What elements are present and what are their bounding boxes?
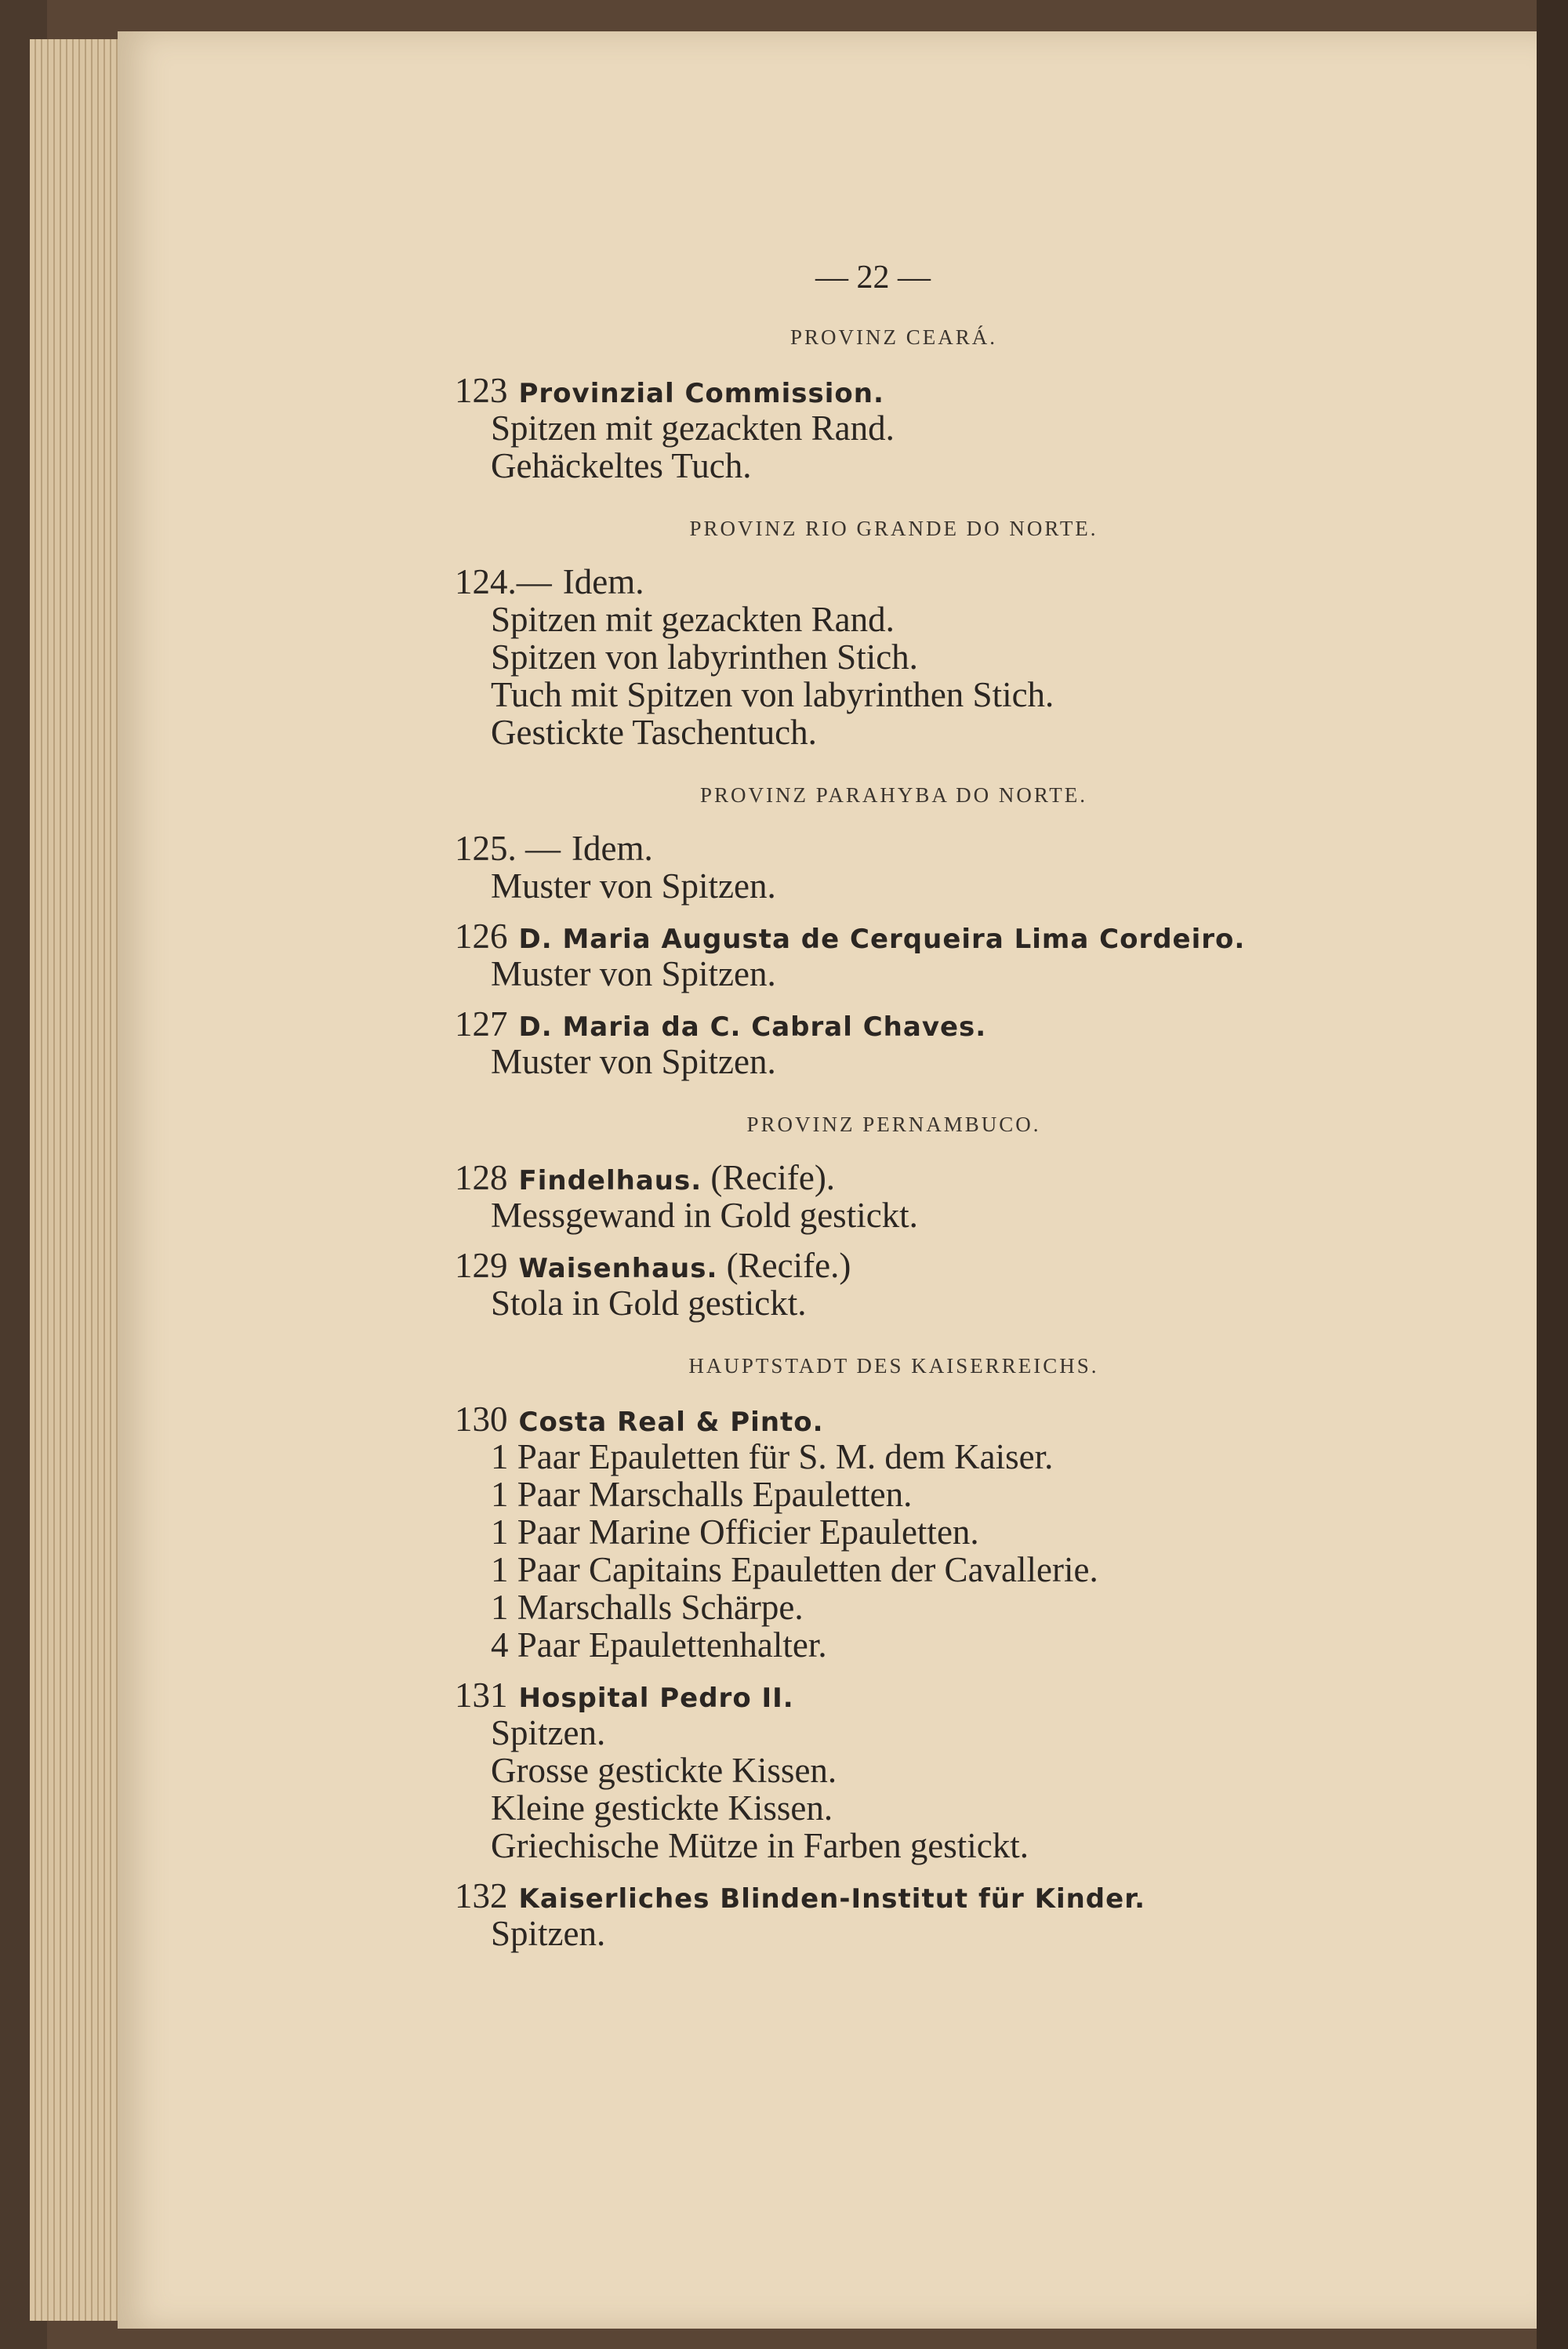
facing-page-edge bbox=[1537, 0, 1568, 2349]
entry-header bbox=[455, 830, 1239, 867]
entry-number: 123 bbox=[455, 371, 508, 410]
entry-item: Muster von Spitzen. bbox=[491, 954, 776, 993]
section-heading: PROVINZ RIO GRANDE DO NORTE. bbox=[689, 517, 1098, 540]
catalog-entry bbox=[455, 1159, 1239, 1234]
exhibitor-name: Costa Real & Pinto. bbox=[518, 1407, 824, 1438]
exhibitor-name: Waisenhaus. bbox=[518, 1253, 718, 1284]
entry-item: Spitzen. bbox=[491, 1914, 606, 1953]
entry-header bbox=[455, 1400, 1239, 1438]
exhibitor-name: Findelhaus. bbox=[518, 1165, 702, 1196]
catalog-entry bbox=[455, 1676, 1239, 1864]
exhibitor-name: Provinzial Commission. bbox=[518, 378, 884, 409]
entry-item: Griechische Mütze in Farben gestickt. bbox=[491, 1826, 1029, 1865]
entry-item: 4 Paar Epaulettenhalter. bbox=[491, 1625, 827, 1665]
entry-item: Spitzen mit gezackten Rand. bbox=[491, 600, 895, 639]
entry-item: 1 Paar Capitains Epauletten der Cavallerie. bbox=[491, 1550, 1098, 1589]
section-heading: PROVINZ PERNAMBUCO. bbox=[746, 1113, 1041, 1136]
entry-number: 124.— bbox=[455, 562, 552, 601]
section-heading: HAUPTSTADT DES KAISERREICHS. bbox=[688, 1354, 1099, 1378]
entry-item: Muster von Spitzen. bbox=[491, 1042, 776, 1081]
entry-item: Muster von Spitzen. bbox=[491, 866, 776, 906]
entry-number: 131 bbox=[455, 1676, 508, 1715]
entry-header bbox=[455, 563, 1239, 601]
exhibitor-name: D. Maria Augusta de Cerqueira Lima Cordeiro. bbox=[518, 924, 1246, 955]
catalog-content bbox=[455, 320, 1246, 1965]
entry-number: 126 bbox=[455, 917, 508, 956]
catalog-entry bbox=[455, 917, 1246, 993]
entry-number: 129 bbox=[455, 1246, 508, 1285]
exhibitor-name: Kaiserliches Blinden-Institut für Kinder. bbox=[518, 1883, 1146, 1915]
entry-item: Spitzen mit gezackten Rand. bbox=[491, 408, 895, 448]
entry-item: 1 Paar Epauletten für S. M. dem Kaiser. bbox=[491, 1437, 1054, 1476]
entry-suffix: Idem. bbox=[572, 829, 653, 868]
entry-item: Tuch mit Spitzen von labyrinthen Stich. bbox=[491, 675, 1054, 714]
entry-item: 1 Marschalls Schärpe. bbox=[491, 1588, 804, 1627]
entry-item: Gehäckeltes Tuch. bbox=[491, 446, 752, 485]
catalog-entry bbox=[455, 830, 1239, 905]
catalog-entry bbox=[455, 563, 1239, 751]
entry-header bbox=[455, 372, 1239, 409]
section-heading: PROVINZ PARAHYBA DO NORTE. bbox=[700, 783, 1087, 807]
entry-number: 132 bbox=[455, 1876, 508, 1915]
page-number: — 22 — bbox=[815, 260, 931, 296]
entry-header bbox=[455, 1247, 1239, 1284]
entry-header bbox=[455, 917, 1246, 956]
entry-header bbox=[455, 1005, 1239, 1043]
entry-item: Grosse gestickte Kissen. bbox=[491, 1751, 837, 1790]
entry-item: Spitzen. bbox=[491, 1713, 606, 1752]
catalog-entry bbox=[455, 1005, 1239, 1080]
exhibitor-name: Hospital Pedro II. bbox=[518, 1683, 794, 1714]
entry-item: 1 Paar Marschalls Epauletten. bbox=[491, 1475, 913, 1514]
entry-item: 1 Paar Marine Officier Epauletten. bbox=[491, 1512, 979, 1552]
exhibitor-name: D. Maria da C. Cabral Chaves. bbox=[518, 1011, 987, 1043]
catalog-entry bbox=[455, 372, 1239, 485]
entry-suffix: Idem. bbox=[562, 562, 644, 601]
entry-header bbox=[455, 1877, 1239, 1915]
entry-item: Spitzen von labyrinthen Stich. bbox=[491, 637, 918, 677]
entry-number: 125. — bbox=[455, 829, 561, 868]
catalog-entry bbox=[455, 1877, 1239, 1952]
entry-number: 127 bbox=[455, 1004, 508, 1044]
entry-header bbox=[455, 1676, 1239, 1714]
entry-item: Gestickte Taschentuch. bbox=[491, 713, 817, 752]
entry-number: 130 bbox=[455, 1400, 508, 1439]
entry-item: Messgewand in Gold gestickt. bbox=[491, 1196, 918, 1235]
catalog-entry bbox=[455, 1400, 1239, 1664]
entry-suffix: (Recife). bbox=[702, 1158, 836, 1197]
entry-item: Kleine gestickte Kissen. bbox=[491, 1788, 833, 1828]
entry-header bbox=[455, 1159, 1239, 1196]
catalog-entry bbox=[455, 1247, 1239, 1322]
entry-item: Stola in Gold gestickt. bbox=[491, 1283, 807, 1323]
section-heading: PROVINZ CEARÁ. bbox=[789, 325, 997, 349]
entry-number: 128 bbox=[455, 1158, 508, 1197]
entry-suffix: (Recife.) bbox=[717, 1246, 851, 1285]
